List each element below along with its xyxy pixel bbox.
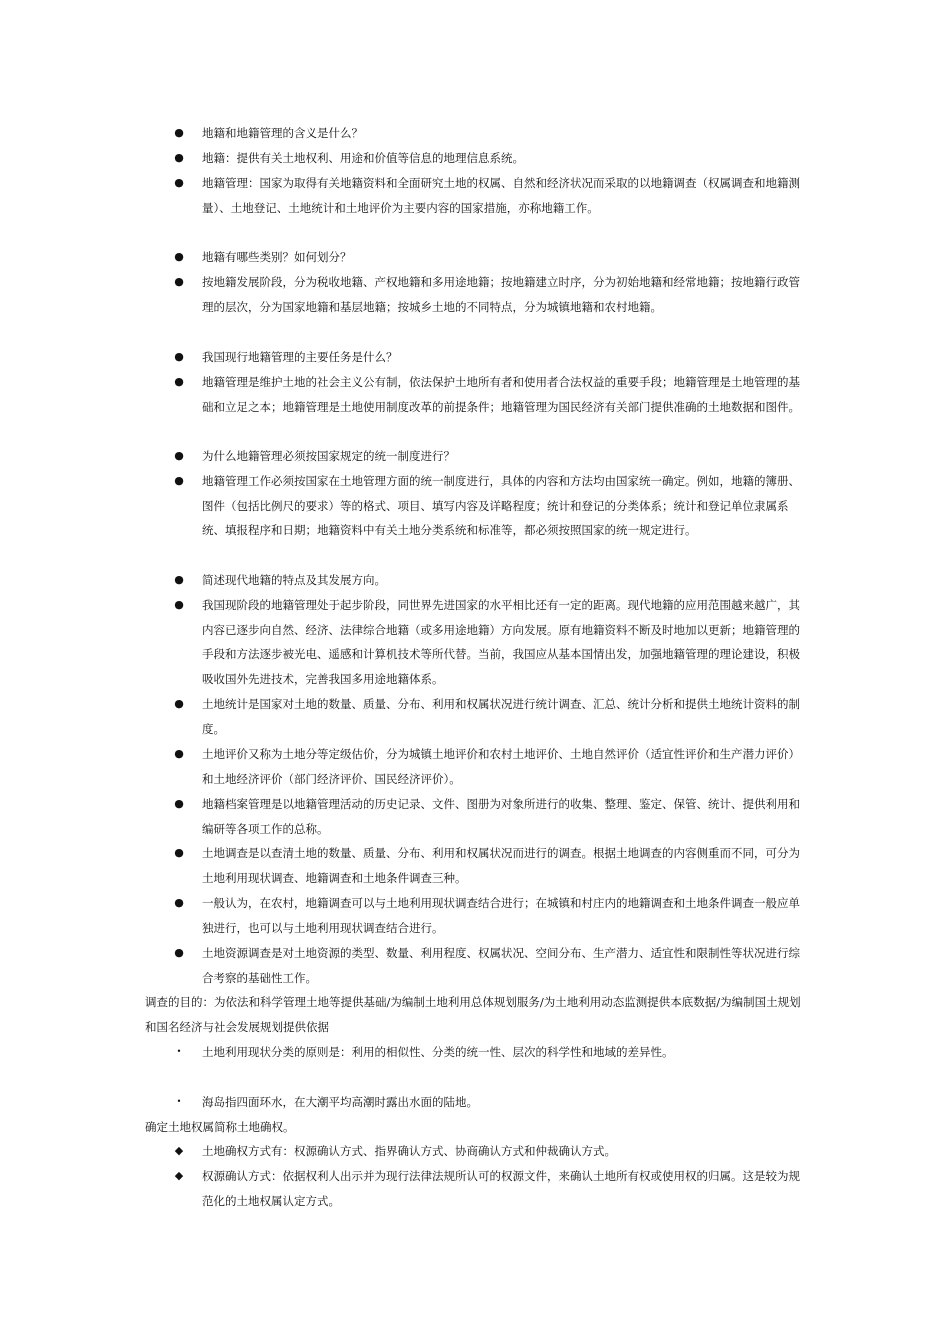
list-item: 为什么地籍管理必须按国家规定的统一制度进行？ [202, 449, 455, 463]
bullet-icon: ● [174, 250, 184, 263]
bullet-icon: ● [174, 697, 184, 710]
list-item: 简述现代地籍的特点及其发展方向。 [202, 573, 386, 587]
bullet-icon: ● [174, 275, 184, 288]
list-item: 权源确认方式：依据权利人出示并为现行法律法规所认可的权源文件，来确认土地所有权或使用权的归属。这是较为规范化的土地权属认定方式。 [202, 1169, 800, 1208]
bullet-icon: ● [174, 350, 184, 363]
list-item: 土地统计是国家对土地的数量、质量、分布、利用和权属状况进行统计调查、汇总、统计分析和提供土地统计资料的制度。 [202, 697, 800, 736]
list-item: 地籍有哪些类别？如何划分？ [202, 250, 352, 264]
bullet-icon: ● [174, 747, 184, 760]
bullet-icon: ● [174, 375, 184, 388]
list-item: 按地籍发展阶段，分为税收地籍、产权地籍和多用途地籍；按地籍建立时序，分为初始地籍和经常地籍；按地籍行政管理的层次，分为国家地籍和基层地籍；按城乡土地的不同特点，分为城镇地籍和农村地籍。 [202, 275, 800, 314]
bullet-icon: ● [174, 151, 184, 164]
list-item: 土地评价又称为土地分等定级估价，分为城镇土地评价和农村土地评价、土地自然评价（适宜性评价和生产潜力评价）和土地经济评价（部门经济评价、国民经济评价）。 [202, 747, 800, 786]
list-item: 土地确权方式有：权源确认方式、指界确认方式、协商确认方式和仲裁确认方式。 [202, 1144, 616, 1158]
paragraph: 确定土地权属简称土地确权。 [145, 1120, 295, 1134]
paragraph: 调查的目的：为依法和科学管理土地等提供基础/为编制土地利用总体规划服务/为土地利用动态监测提供本底数据/为编制国土规划和国名经济与社会发展规划提供依据 [145, 995, 801, 1034]
list-item: 地籍：提供有关土地权利、用途和价值等信息的地理信息系统。 [202, 151, 524, 165]
bullet-icon: ● [174, 846, 184, 859]
bullet-icon: • [176, 1047, 182, 1056]
list-item: 土地调查是以查清土地的数量、质量、分布、利用和权属状况而进行的调查。根据土地调查的内容侧重而不同，可分为土地利用现状调查、地籍调查和土地条件调查三种。 [202, 846, 800, 885]
bullet-icon: • [176, 1097, 182, 1106]
bullet-icon: ● [174, 176, 184, 189]
diamond-bullet-icon: ◆ [174, 1169, 184, 1182]
bullet-icon: ● [174, 598, 184, 611]
list-item: 地籍管理是维护土地的社会主义公有制，依法保护土地所有者和使用者合法权益的重要手段；地籍管理是土地管理的基础和立足之本；地籍管理是土地使用制度改革的前提条件；地籍管理为国民经济有关部门提供准确的土地数据和图件。 [202, 375, 800, 414]
diamond-bullet-icon: ◆ [174, 1144, 184, 1157]
list-item: 地籍管理：国家为取得有关地籍资料和全面研究土地的权属、自然和经济状况而采取的以地籍调查（权属调查和地籍测量）、土地登记、土地统计和土地评价为主要内容的国家措施，亦称地籍工作。 [202, 176, 800, 215]
list-item: 地籍管理工作必须按国家在土地管理方面的统一制度进行，具体的内容和方法均由国家统一确定。例如，地籍的簿册、图件（包括比例尺的要求）等的格式、项目、填写内容及详略程度；统计和登记的分类体系；统计和登记单位隶属系统、填报程序和日期；地籍资料中有关土地分类系统和标准等，都必须按照国家的统一规定进行。 [202, 474, 800, 538]
bullet-icon: ● [174, 449, 184, 462]
list-item: 我国现行地籍管理的主要任务是什么？ [202, 350, 398, 364]
bullet-icon: ● [174, 474, 184, 487]
list-item: 我国现阶段的地籍管理处于起步阶段，同世界先进国家的水平相比还有一定的距离。现代地籍的应用范围越来越广，其内容已逐步向自然、经济、法律综合地籍（或多用途地籍）方向发展。原有地籍资料不断及时地加以更新；地籍管理的手段和方法逐步被光电、遥感和计算机技术等所代替。当前，我国应从基本国情出发，加强地籍管理的理论建设，积极吸收国外先进技术，完善我国多用途地籍体系。 [202, 598, 800, 686]
list-item: 土地资源调查是对土地资源的类型、数量、利用程度、权属状况、空间分布、生产潜力、适宜性和限制性等状况进行综合考察的基础性工作。 [202, 946, 800, 985]
bullet-icon: ● [174, 896, 184, 909]
list-item: 一般认为，在农村，地籍调查可以与土地利用现状调查结合进行；在城镇和村庄内的地籍调查和土地条件调查一般应单独进行，也可以与土地利用现状调查结合进行。 [202, 896, 800, 935]
list-item: 地籍和地籍管理的含义是什么？ [202, 126, 363, 140]
bullet-icon: ● [174, 126, 184, 139]
list-item: 地籍档案管理是以地籍管理活动的历史记录、文件、图册为对象所进行的收集、整理、鉴定、保管、统计、提供利用和编研等各项工作的总称。 [202, 797, 800, 836]
bullet-icon: ● [174, 946, 184, 959]
bullet-icon: ● [174, 573, 184, 586]
list-item: 海岛指四面环水，在大潮平均高潮时露出水面的陆地。 [202, 1095, 478, 1109]
list-item: 土地利用现状分类的原则是：利用的相似性、分类的统一性、层次的科学性和地域的差异性。 [202, 1045, 674, 1059]
bullet-icon: ● [174, 797, 184, 810]
